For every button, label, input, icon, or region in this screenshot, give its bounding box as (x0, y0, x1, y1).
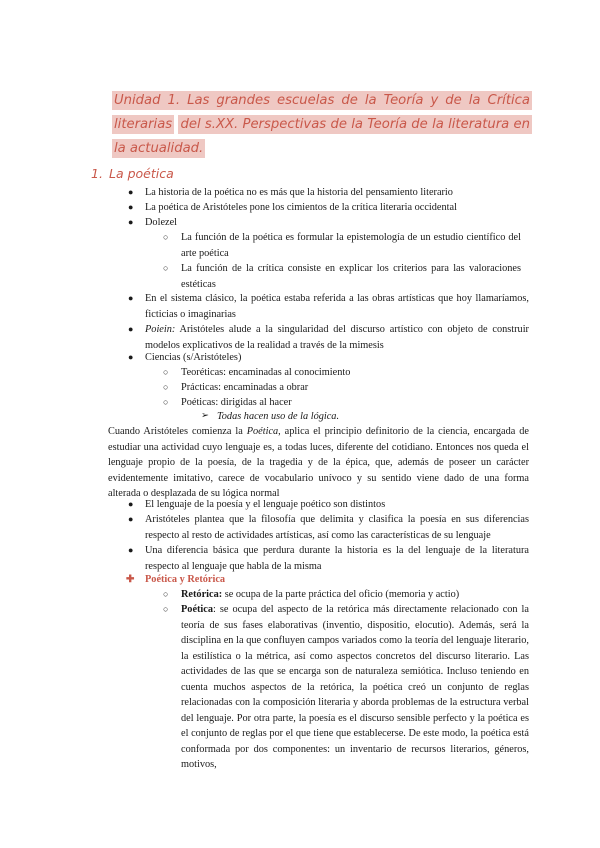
term-retorica: Retórica: (181, 589, 223, 600)
bullet-icon: ● (128, 217, 134, 227)
paragraph-italic: Poética (246, 426, 279, 437)
unit-title-line1: Unidad 1. Las grandes escuelas de la Teoría y de la Crítica literarias (114, 93, 530, 132)
circle-bullet-icon: ○ (163, 367, 169, 377)
paragraph-rest: , aplica el principio definitorio de la ciencia, encargada de estudiar una actividad cuyo lenguaje es, a todas luces, diferente del cotidiano. Entonces nos queda el lenguaje propio de la poesía, de la tragedia y de la épica, que, además de poseer un carácter evidentemente imitativo, carece de vocabulario unívoco y su sentido viene dado de una forma alterada o desplazada de su lógica normal (108, 426, 529, 499)
list-item: Aristóteles plantea que la filosofía que delimita y clasifica la poesía en sus diferencias respecto al resto de actividades artísticas, así como las características de su lenguaje (145, 514, 529, 541)
circle-bullet-icon: ○ (163, 382, 169, 392)
bullet-icon: ● (128, 324, 134, 334)
bullet-icon: ● (128, 187, 134, 197)
list-item (181, 602, 529, 773)
list-item: Dolezel (145, 217, 178, 228)
circle-bullet-icon: ○ (163, 604, 169, 614)
arrow-bullet-icon: ➢ (201, 411, 209, 421)
paragraph (108, 424, 529, 502)
circle-bullet-icon: ○ (163, 397, 169, 407)
bullet-icon: ● (128, 545, 134, 555)
list-item: El lenguaje de la poesía y el lenguaje poético son distintos (145, 499, 386, 510)
bullet-icon: ● (128, 352, 134, 362)
circle-bullet-icon: ○ (163, 263, 169, 273)
poiein-text: Aristóteles alude a la singularidad del discurso artístico con objeto de construir modelos explicativos de la realidad a través de la mimesis (145, 324, 529, 351)
list-item: Ciencias (s/Aristóteles) (145, 352, 242, 363)
retorica-text: se ocupa de la parte práctica del oficio (memoria y actio) (222, 589, 460, 600)
list-item: La historia de la poética no es más que la historia del pensamiento literario (145, 187, 453, 198)
list-item: La función de la poética es formular la epistemología de un estudio científico del arte poética (181, 232, 521, 259)
list-item: Prácticas: encaminadas a obrar (181, 382, 309, 393)
poetica-text: : se ocupa del aspecto de la retórica más directamente relacionado con la teoría de sus fases elaborativas (inventio, dispositio, elocutio). Además, será la disciplina en la que confluyen campos variados como la teoría del lenguaje literario, la estilística o la métrica, así como aspectos concretos del discurso literario. Las actividades de las que se encarga son de naturaleza semiótica. Incluso teniendo en cuenta muchos aspectos de la retórica, la poética creó un conjunto de reglas relacionadas con la composición literaria y aborda problemas de la estructura verbal del lenguaje. Por otra parte, la poesía es el discurso sensible perfecto y la poética es el conjunto de reglas por el que tiene que establecerse. De este modo, la poética está conformada por dos componentes: un inventario de recursos literarios, géneros, motivos, (181, 604, 529, 770)
list-item: Todas hacen uso de la lógica. (217, 411, 340, 422)
list-item: En el sistema clásico, la poética estaba referida a las obras artísticas que hoy llamaríamos, ficticias o imaginarias (145, 293, 529, 320)
circle-bullet-icon: ○ (163, 232, 169, 242)
term-poetica: Poética (181, 604, 214, 615)
term-poiein: Poiein: (145, 324, 176, 335)
unit-title-line2: del s.XX. Perspectivas de la Teoría de la literatura en la actualidad. (114, 117, 531, 156)
list-item: La poética de Aristóteles pone los cimientos de la crítica literaria occidental (145, 202, 457, 213)
list-item: Poéticas: dirigidas al hacer (181, 397, 292, 408)
bullet-icon: ● (128, 499, 134, 509)
section-heading (91, 166, 174, 181)
section-title: La poética (109, 166, 174, 181)
list-item: La función de la crítica consiste en explicar los criterios para las valoraciones estéticas (181, 263, 521, 290)
circle-bullet-icon: ○ (163, 589, 169, 599)
list-item: Teoréticas: encaminadas al conocimiento (181, 367, 351, 378)
bullet-icon: ● (128, 514, 134, 524)
bullet-icon: ● (128, 202, 134, 212)
list-item (145, 322, 529, 353)
section-number: 1. (91, 166, 103, 181)
bullet-icon: ● (128, 293, 134, 303)
list-item: Una diferencia básica que perdura durante la historia es la del lenguaje de la literatura respecto al lenguaje que habla de la misma (145, 545, 529, 572)
unit-title (112, 89, 532, 161)
list-item (181, 587, 529, 603)
cross-bullet-icon: ✚ (126, 574, 135, 585)
paragraph-start: Cuando Aristóteles comienza la (108, 426, 247, 437)
subsection-heading: Poética y Retórica (145, 574, 226, 585)
